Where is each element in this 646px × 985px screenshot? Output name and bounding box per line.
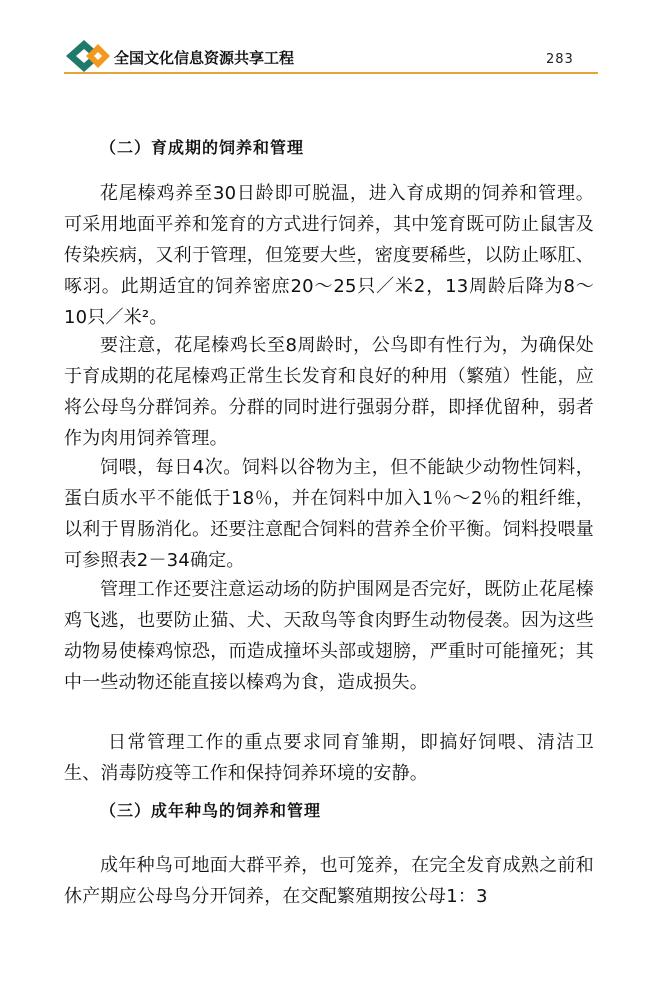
paragraph: 成年种鸟可地面大群平养，也可笼养，在完全发育成熟之前和休产期应公母鸟分开饲养，在交配繁殖期按公母1：3: [64, 855, 594, 907]
paragraph: 日常管理工作的重点要求同育雏期，即搞好饲喂、清洁卫生、消毒防疫等工作和保持饲养环境的安静。: [64, 732, 594, 784]
paragraph: 管理工作还要注意运动场的防护围网是否完好，既防止花尾榛鸡飞逃，也要防止猫、犬、天敌鸟等食肉野生动物侵袭。因为这些动物易使榛鸡惊恐，而造成撞坏头部或翅膀，严重时可能撞死；其中一些动物还能直接以榛鸡为食，造成损失。: [64, 579, 594, 693]
header-title: 全国文化信息资源共享工程: [114, 49, 295, 67]
paragraph: 饲喂，每日4次。饲料以谷物为主，但不能缺少动物性饲料，蛋白质水平不能低于18％，并在饲料中加入1％～2％的粗纤维，以利于胃肠消化。还要注意配合饲料的营养全价平衡。饲料投喂量可参照表2－34确定。: [64, 457, 594, 571]
paragraph: 花尾榛鸡养至30日龄即可脱温，进入育成期的饲养和管理。可采用地面平养和笼育的方式进行饲养，其中笼育既可防止鼠害及传染疾病，又利于管理，但笼要大些，密度要稀些，以防止啄肛、啄羽。此期适宜的饲养密庶20～25只／米2，13周龄后降为8～10只／米²。: [64, 183, 594, 328]
paragraph: 要注意，花尾榛鸡长至8周龄时，公鸟即有性行为，为确保处于育成期的花尾榛鸡正常生长发育和良好的种用（繁殖）性能，应将公母鸟分群饲养。分群的同时进行强弱分群，即择优留种，弱者作为肉用饲养管理。: [64, 335, 594, 449]
section-heading: （三）成年种鸟的饲养和管理: [100, 801, 322, 820]
header-rule: [64, 72, 598, 74]
page-number: 283: [546, 52, 574, 67]
page-header: [0, 0, 646, 82]
section-heading: （二）育成期的饲养和管理: [100, 138, 305, 157]
logo-icon: [64, 36, 112, 76]
